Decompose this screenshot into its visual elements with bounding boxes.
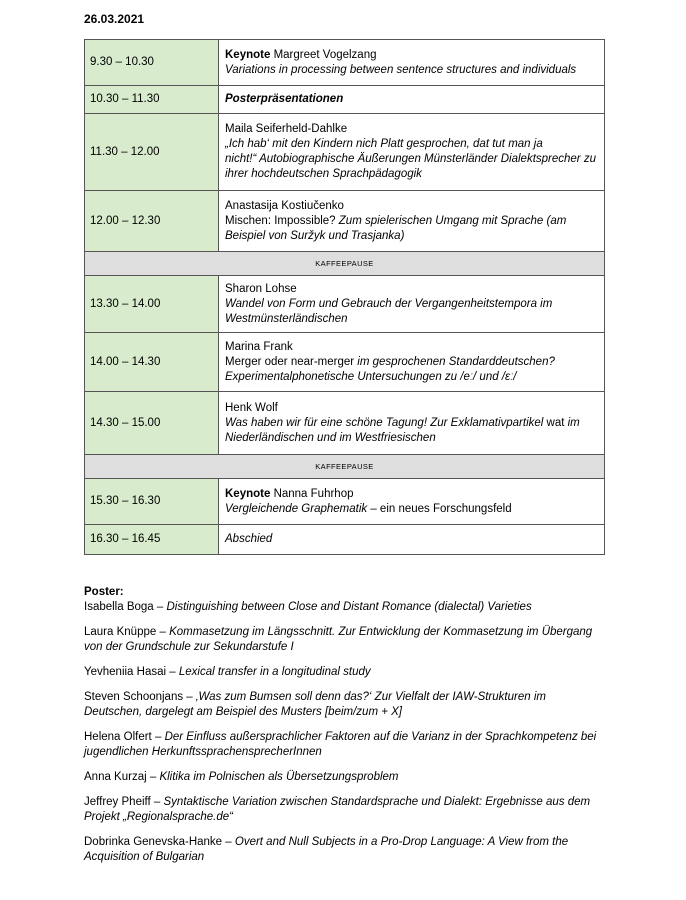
time-cell: 11.30 – 12.00 — [85, 114, 219, 191]
speaker-name: Marina Frank — [225, 340, 293, 353]
session-cell — [219, 114, 605, 191]
coffee-break-label: KAFFEEPAUSE — [85, 455, 605, 479]
talk-title-italic: im gesprochenen Standarddeutschen? — [354, 355, 555, 368]
speaker-name: Nanna Fuhrhop — [270, 487, 354, 500]
separator: – — [166, 666, 179, 678]
author-name: Helena Olfert — [84, 731, 152, 743]
poster-title: Overt and Null Subjects in a Pro-Drop Language: A View from the Acquisition of Bulgarian — [84, 836, 569, 863]
talk-title-line: Wandel von Form und Gebrauch der Vergangenheitstempora im — [225, 297, 553, 310]
poster-title: Der Einfluss außersprachlicher Faktoren auf die Varianz in der Sprachkompetenz bei jugendlichen HerkunftssprachensprecherInnen — [84, 731, 597, 758]
author-name: Dobrinka Genevska-Hanke — [84, 836, 223, 848]
talk-title-plain: – ein neues Forschungsfeld — [367, 502, 512, 515]
talk-title-line: nicht!“ Autobiographische Äußerungen Münsterländer Dialektsprecher zu — [225, 153, 596, 165]
talk-title-italic: Vergleichende Graphematik — [225, 502, 368, 515]
author-name: Laura Knüppe — [84, 626, 157, 638]
speaker-name: Margreet Vogelzang — [270, 48, 377, 61]
poster-entry — [84, 770, 604, 785]
time-cell: 10.30 – 11.30 — [85, 86, 219, 114]
coffee-break-label: KAFFEEPAUSE — [85, 252, 605, 276]
schedule-row — [85, 114, 605, 191]
separator: – — [222, 836, 235, 848]
document-date: 26.03.2021 — [84, 12, 145, 26]
poster-title: Syntaktische Variation zwischen Standardsprache und Dialekt: Ergebnisse aus dem Projekt „Regionalsprache.de“ — [84, 796, 591, 823]
poster-section — [84, 585, 604, 875]
author-name: Jeffrey Pheiff — [84, 796, 151, 808]
session-cell — [219, 276, 605, 333]
talk-title-plain: Mischen: Impossible? — [225, 214, 336, 227]
break-row — [85, 455, 605, 479]
session-cell — [219, 191, 605, 252]
schedule-row — [85, 276, 605, 333]
talk-title-line: ihrer hochdeutschen Sprachpädagogik — [225, 168, 422, 180]
time-cell: 13.30 – 14.00 — [85, 276, 219, 333]
schedule-table — [84, 39, 605, 555]
break-row — [85, 252, 605, 276]
separator: – — [183, 691, 196, 703]
talk-title: Variations in processing between sentence structures and individuals — [225, 63, 577, 76]
talk-title-italic: im — [564, 416, 580, 429]
author-name: Isabella Boga — [84, 601, 154, 613]
talk-title-line: Experimentalphonetische Untersuchungen zu /eː/ und /ɛː/ — [225, 370, 517, 383]
poster-heading: Poster: — [84, 586, 124, 598]
separator: – — [146, 771, 160, 783]
speaker-name: Anastasija Kostiučenko — [225, 199, 344, 212]
poster-entry — [84, 665, 604, 680]
separator: – — [150, 796, 164, 808]
talk-title-line: Niederländischen und im Westfriesischen — [225, 431, 436, 444]
author-name: Steven Schoonjans — [84, 691, 184, 703]
session-cell — [219, 479, 605, 525]
time-cell: 15.30 – 16.30 — [85, 479, 219, 525]
speaker-name: Maila Seiferheld-Dahlke — [225, 123, 348, 135]
schedule-row — [85, 333, 605, 392]
time-cell: 14.30 – 15.00 — [85, 392, 219, 455]
talk-title-italic: Zum spielerischen Umgang mit Sprache (am — [335, 214, 567, 227]
session-cell — [219, 40, 605, 86]
poster-entry — [84, 795, 604, 825]
poster-title: ‚Was zum Bumsen soll denn das?‘ Zur Vielfalt der IAW-Strukturen im Deutschen, dargelegt am Beispiel des Musters [beim/zum + X] — [84, 691, 546, 718]
talk-title-plain: Merger oder near-merger — [225, 355, 355, 368]
schedule-row — [85, 191, 605, 252]
talk-title-line: Westmünsterländischen — [225, 312, 348, 325]
schedule-row — [85, 479, 605, 525]
time-cell: 16.30 – 16.45 — [85, 525, 219, 555]
time-cell: 9.30 – 10.30 — [85, 40, 219, 86]
schedule-row — [85, 525, 605, 555]
poster-title: Kommasetzung im Längsschnitt. Zur Entwicklung der Kommasetzung im Übergang von der Grundschule zur Sekundarstufe I — [84, 626, 593, 653]
talk-title-line: Beispiel von Suržyk und Trasjanka) — [225, 229, 405, 242]
poster-entry — [84, 690, 604, 720]
talk-title-plain: wat — [543, 416, 565, 429]
poster-title: Distinguishing between Close and Distant Romance (dialectal) Varieties — [166, 601, 532, 613]
keynote-label: Keynote — [225, 487, 271, 500]
separator: – — [156, 626, 170, 638]
talk-title-line: „Ich hab‘ mit den Kindern nich Platt gesprochen, dat tut man ja — [225, 138, 543, 150]
poster-entry — [84, 835, 604, 865]
closing-label: Abschied — [219, 525, 605, 555]
speaker-name: Henk Wolf — [225, 401, 278, 414]
poster-title: Klitika im Polnischen als Übersetzungsproblem — [159, 771, 399, 783]
schedule-row — [85, 86, 605, 114]
author-name: Yevheniia Hasai — [84, 666, 167, 678]
time-cell: 12.00 – 12.30 — [85, 191, 219, 252]
speaker-name: Sharon Lohse — [225, 282, 297, 295]
poster-title: Lexical transfer in a longitudinal study — [178, 666, 371, 678]
schedule-row — [85, 392, 605, 455]
separator: – — [153, 601, 167, 613]
talk-title-italic: Was haben wir für eine schöne Tagung! Zur Exklamativpartikel — [225, 416, 544, 429]
keynote-label: Keynote — [225, 48, 271, 61]
separator: – — [151, 731, 165, 743]
poster-entry — [84, 730, 604, 760]
time-cell: 14.00 – 14.30 — [85, 333, 219, 392]
schedule-row — [85, 40, 605, 86]
session-cell — [219, 392, 605, 455]
session-title: Posterpräsentationen — [219, 86, 605, 114]
poster-entry — [84, 600, 604, 615]
author-name: Anna Kurzaj — [84, 771, 147, 783]
poster-entry — [84, 625, 604, 655]
session-cell — [219, 333, 605, 392]
